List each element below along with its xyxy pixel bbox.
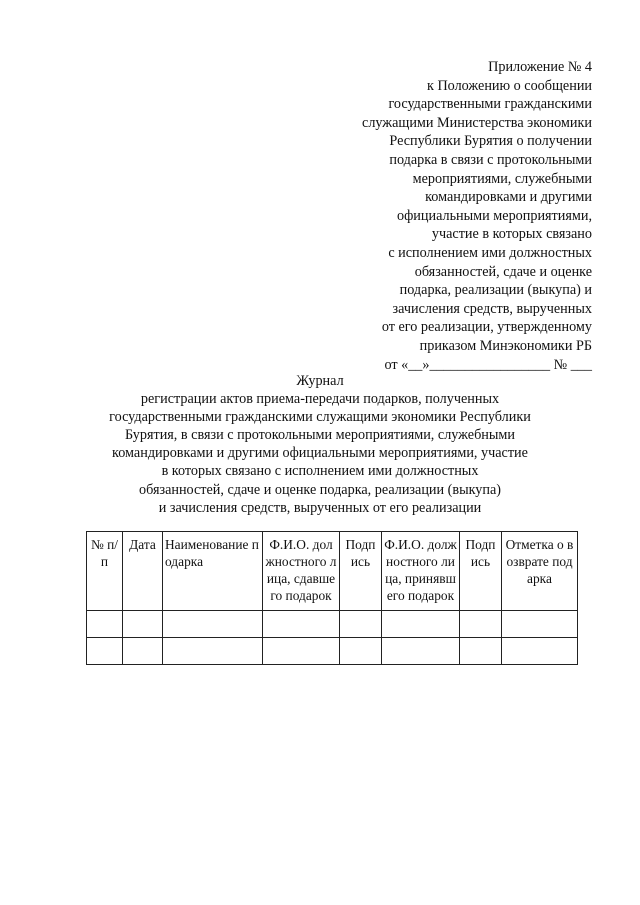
column-header-receiver-signature: Подпись (460, 532, 502, 611)
column-header-receiver-name: Ф.И.О. должностного лица, принявшего подарок (382, 532, 460, 611)
approval-line: командировками и другими (425, 189, 592, 206)
approval-line: приказом Минэкономики РБ (419, 337, 592, 354)
approval-line: от «__»_________________ № ___ (384, 356, 592, 373)
table-cell (87, 638, 123, 665)
table-cell (123, 611, 163, 638)
approval-line: подарка, реализации (выкупа) и (399, 282, 592, 299)
table-header-row (87, 532, 578, 611)
column-header-giver-signature: Подпись (340, 532, 382, 611)
column-header-return-mark: Отметка о возврате подарка (502, 532, 578, 611)
table-cell (340, 611, 382, 638)
table-cell (263, 611, 340, 638)
approval-line: от его реализации, утвержденному (381, 319, 592, 336)
approval-line: служащими Министерства экономики (362, 114, 592, 131)
journal-subtitle-line: обязанностей, сдаче и оценке подарка, реализации (выкупа) (138, 481, 501, 498)
approval-line: подарка в связи с протокольными (389, 151, 592, 168)
approval-line: официальными мероприятиями, (397, 207, 592, 224)
approval-line: участие в которых связано (431, 226, 592, 243)
approval-line: мероприятиями, служебными (412, 170, 592, 187)
approval-block (272, 58, 592, 374)
table-row (87, 638, 578, 665)
journal-subtitle-line: регистрации актов приема-передачи подарков, полученных (140, 391, 500, 408)
table-cell (460, 611, 502, 638)
approval-line: к Положению о сообщении (427, 77, 592, 94)
table-cell (163, 611, 263, 638)
journal-subtitle-line: государственными гражданскими служащими экономики Республики (109, 409, 531, 426)
registration-table (86, 531, 578, 665)
column-header-date: Дата (123, 532, 163, 611)
table-cell (382, 638, 460, 665)
table-cell (502, 611, 578, 638)
column-header-gift-name: Наименование подарка (163, 532, 263, 611)
table-cell (502, 638, 578, 665)
approval-line: обязанностей, сдаче и оценке (414, 263, 592, 280)
table-cell (382, 611, 460, 638)
journal-subtitle-line: командировками и другими официальными мероприятиями, участие (112, 445, 528, 462)
column-header-number: № п/п (87, 532, 123, 611)
table-cell (263, 638, 340, 665)
table-cell (163, 638, 263, 665)
table-cell (340, 638, 382, 665)
journal-subtitle-line: в которых связано с исполнением ими должностных (161, 463, 479, 480)
approval-line: зачисления средств, вырученных (392, 300, 592, 317)
journal-title: Журнал (296, 373, 344, 389)
table-row (87, 611, 578, 638)
journal-heading (60, 372, 580, 517)
approval-line: с исполнением ими должностных (388, 244, 592, 261)
approval-line: государственными гражданскими (388, 96, 592, 113)
approval-line: Приложение № 4 (488, 59, 592, 75)
journal-subtitle-line: и зачисления средств, вырученных от его реализации (158, 499, 482, 516)
table-cell (123, 638, 163, 665)
approval-line: Республики Бурятия о получении (389, 133, 592, 150)
table-cell (460, 638, 502, 665)
table-cell (87, 611, 123, 638)
column-header-giver-name: Ф.И.О. должностного лица, сдавшего подарок (263, 532, 340, 611)
journal-subtitle-line: Бурятия, в связи с протокольными мероприятиями, служебными (124, 427, 516, 444)
